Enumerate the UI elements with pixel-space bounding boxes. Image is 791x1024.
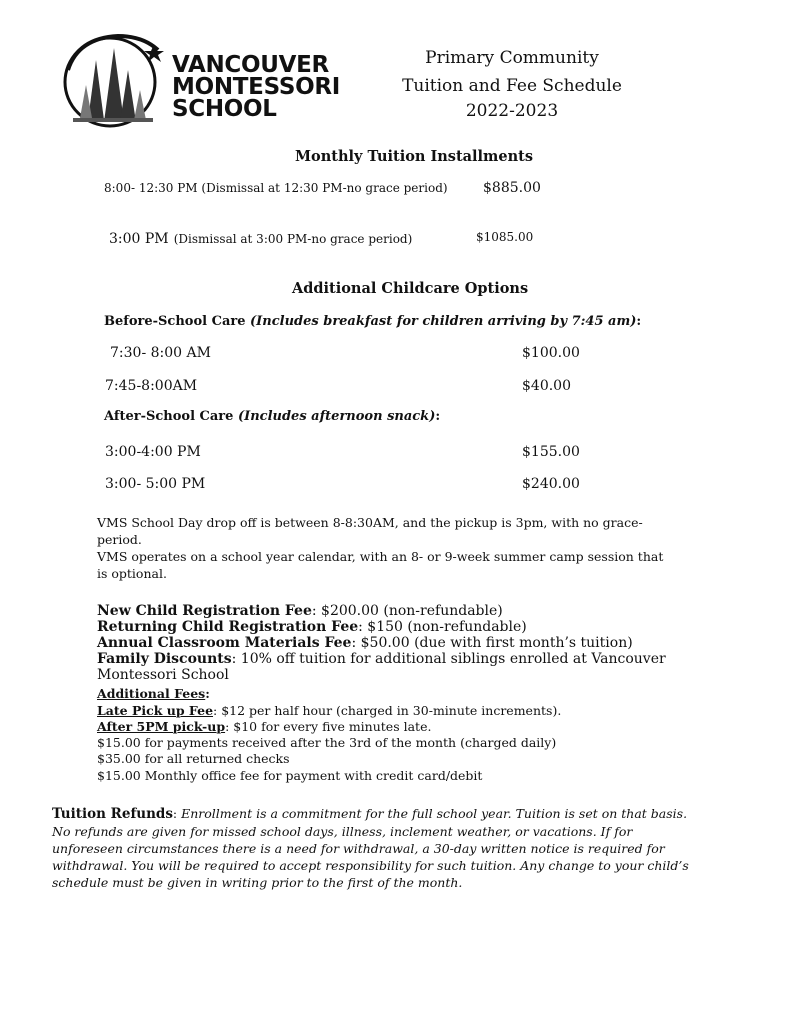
logo-line-2: MONTESSORI <box>172 74 341 100</box>
after-care-row-2-price: $240.00 <box>522 476 580 492</box>
returning-registration-value: : $150 (non-refundable) <box>358 619 527 635</box>
before-care-row-2-label: 7:45-8:00AM <box>105 378 198 394</box>
family-discount <box>97 651 677 683</box>
additional-fees-colon: : <box>205 686 210 701</box>
new-registration-value: : $200.00 (non-refundable) <box>311 603 503 619</box>
tuition-refunds <box>52 805 692 891</box>
dropoff-info: VMS School Day drop off is between 8-8:30AM, and the pickup is 3pm, with no grace-period. <box>97 515 643 547</box>
before-care-heading <box>104 314 641 329</box>
monthly-tuition-title: Monthly Tuition Installments <box>295 148 534 165</box>
school-logo-wordmark <box>172 54 340 120</box>
after-care-label: After-School Care <box>104 409 234 424</box>
materials-fee <box>97 635 633 651</box>
tuition-row-2-label <box>109 228 412 247</box>
after-care-heading <box>104 409 440 424</box>
tuition-refunds-label: Tuition Refunds <box>52 806 173 822</box>
returning-registration-fee <box>97 619 527 635</box>
new-registration-fee <box>97 603 503 619</box>
after-5pm-value: : $10 for every five minutes late. <box>225 719 432 734</box>
new-registration-label: New Child Registration Fee <box>97 603 312 619</box>
before-care-row-1-price: $100.00 <box>522 345 580 361</box>
before-care-label: Before-School Care <box>104 314 246 329</box>
materials-fee-label: Annual Classroom Materials Fee <box>97 635 352 651</box>
materials-fee-value: : $50.00 (due with first month’s tuition) <box>351 635 633 651</box>
family-discount-label: Family Discounts <box>97 651 232 667</box>
logo-line-3: SCHOOL <box>172 96 277 122</box>
header-year: 2022-2023 <box>465 101 559 121</box>
header-subtitle: Tuition and Fee Schedule <box>402 76 622 96</box>
before-care-note: (Includes breakfast for children arriving by 7:45 am) <box>250 314 637 329</box>
tuition-row-2-price: $1085.00 <box>476 230 534 244</box>
after-5pm-label: After 5PM pick-up <box>97 719 226 734</box>
family-discount-value: : 10% off tuition for additional siblings enrolled at Vancouver Montessori School <box>97 651 666 683</box>
returned-check-fee: $35.00 for all returned checks <box>97 751 290 766</box>
after-care-row-1-price: $155.00 <box>522 444 580 460</box>
after-care-row-2-label: 3:00- 5:00 PM <box>105 476 206 492</box>
before-care-colon: : <box>636 314 642 329</box>
before-care-row-2-price: $40.00 <box>522 378 571 394</box>
header-title: Primary Community <box>425 48 599 68</box>
late-pickup-fee <box>97 703 561 719</box>
childcare-title: Additional Childcare Options <box>292 280 529 297</box>
tuition-refunds-text: Enrollment is a commitment for the full school year. Tuition is set on that basis. No refunds are given for missed school days, illness, inclement weather, or vacations. If for unforeseen circumstances there is a need for withdrawal, a 30-day written notice is required for withdrawal. You will be required to accept responsibility for such tuition. Any change to your child’s schedule must be given in writing prior to the first of the month. <box>52 806 689 890</box>
late-pickup-value: : $12 per half hour (charged in 30-minute increments). <box>213 703 562 718</box>
returning-registration-label: Returning Child Registration Fee <box>97 619 359 635</box>
tuition-row-2-note: (Dismissal at 3:00 PM-no grace period) <box>173 232 413 246</box>
tuition-row-1-label: 8:00- 12:30 PM (Dismissal at 12:30 PM-no grace period) <box>104 181 448 195</box>
logo-line-1: VANCOUVER <box>172 52 329 78</box>
after-5pm-fee <box>97 719 431 735</box>
tuition-row-2-time: 3:00 PM <box>109 231 169 247</box>
after-care-colon: : <box>435 409 441 424</box>
before-care-row-1-label: 7:30- 8:00 AM <box>110 345 211 361</box>
late-payment-fee: $15.00 for payments received after the 3rd of the month (charged daily) <box>97 735 557 750</box>
calendar-info: VMS operates on a school year calendar, with an 8- or 9-week summer camp session that is optional. <box>97 549 664 581</box>
after-care-note: (Includes afternoon snack) <box>237 409 436 424</box>
office-fee: $15.00 Monthly office fee for payment with credit card/debit <box>97 768 483 783</box>
tuition-refunds-colon: : <box>172 806 182 821</box>
school-logo-emblem <box>58 30 168 130</box>
additional-fees-label: Additional Fees <box>97 686 206 701</box>
after-care-row-1-label: 3:00-4:00 PM <box>105 444 201 460</box>
late-pickup-label: Late Pick up Fee <box>97 703 214 718</box>
tuition-row-1-price: $885.00 <box>483 180 541 196</box>
additional-fees-heading <box>97 686 210 702</box>
